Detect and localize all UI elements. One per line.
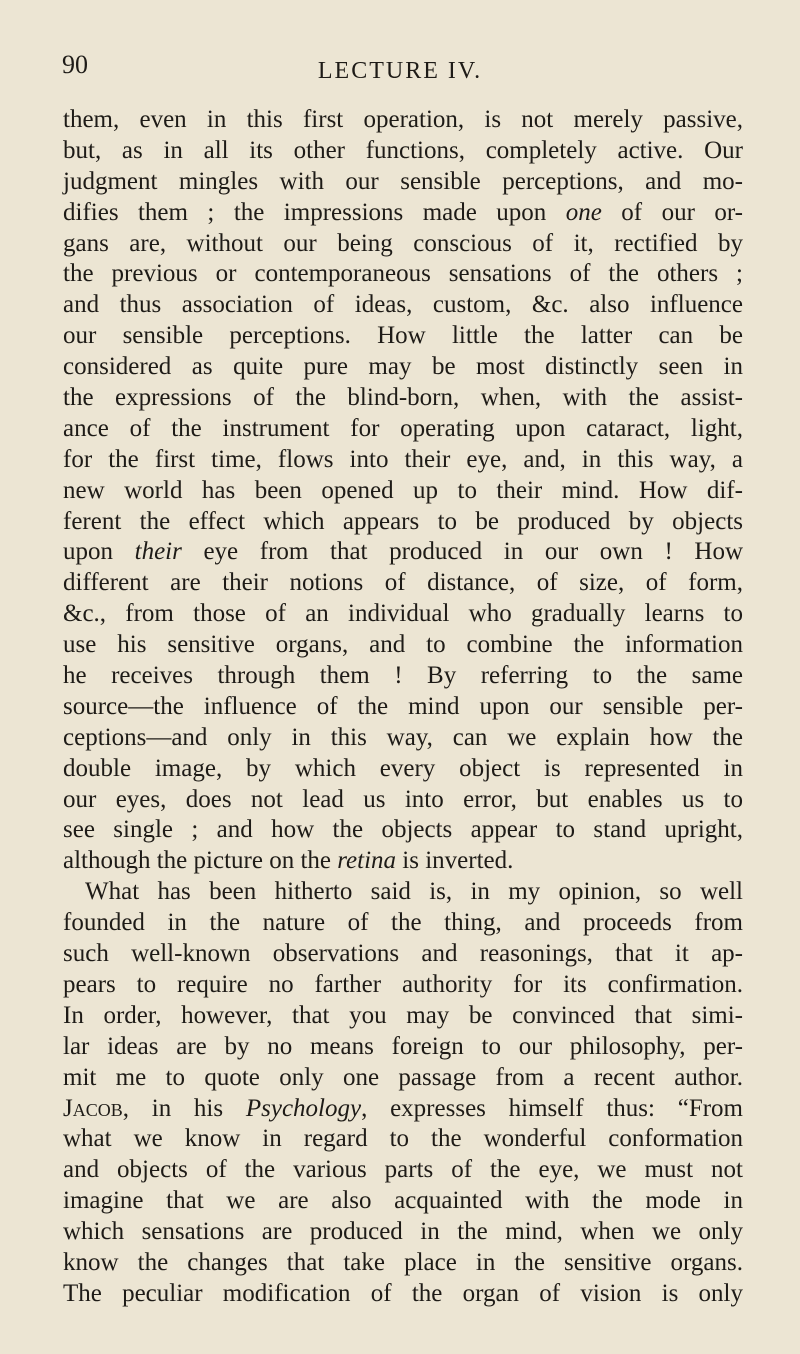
text-segment: and objects of the various parts of the eye, we must not: [63, 1156, 743, 1184]
text-segment: our sensible perceptions. How little the latter can be: [63, 322, 743, 350]
text-segment: use his sensitive organs, and to combine the information: [63, 631, 743, 659]
text-line: [63, 1001, 743, 1032]
text-segment: see single ; and how the objects appear to stand upright,: [63, 816, 743, 844]
page-number: 90: [62, 50, 88, 79]
text-line: [63, 908, 743, 939]
text-segment: imagine that we are also acquainted with the mode in: [63, 1187, 743, 1215]
text-line: [63, 537, 743, 568]
text-line: [63, 290, 743, 321]
text-line: [63, 970, 743, 1001]
italic-text: Psychology: [245, 1094, 362, 1122]
text-line: [63, 599, 743, 630]
text-line: [63, 445, 743, 476]
text-segment: founded in the nature of the thing, and proceeds from: [63, 909, 743, 937]
text-line: [63, 939, 743, 970]
text-line: [63, 507, 743, 538]
text-segment: In order, however, that you may be convinced that simi-: [63, 1001, 743, 1029]
text-segment: and thus association of ideas, custom, &c. also influence: [63, 291, 743, 319]
text-segment: difies them ; the impressions made upon: [63, 198, 566, 226]
text-segment: considered as quite pure may be most distinctly seen in: [63, 353, 743, 381]
text-segment: lar ideas are by no means foreign to our philosophy, per-: [63, 1032, 743, 1060]
text-line: [63, 877, 743, 908]
italic-text: retina: [337, 847, 397, 875]
text-line: [63, 1279, 743, 1310]
text-segment: new world has been opened up to their mind. How dif-: [63, 476, 743, 504]
text-line: [63, 661, 743, 692]
text-segment: What has been hitherto said is, in my opinion, so well: [85, 878, 743, 906]
text-segment: ferent the effect which appears to be produced by objects: [63, 507, 743, 535]
text-line: [63, 383, 743, 414]
text-line: [63, 136, 743, 167]
text-line: [63, 167, 743, 198]
text-line: [63, 476, 743, 507]
text-line: [63, 846, 743, 877]
text-segment: although the picture on the: [63, 847, 338, 875]
italic-text: one: [565, 198, 602, 226]
text-line: [63, 630, 743, 661]
text-segment: mit me to quote only one passage from a recent author.: [63, 1063, 743, 1091]
text-segment: gans are, without our being conscious of it, rectified by: [63, 229, 743, 257]
text-line: [63, 1248, 743, 1279]
text-segment: what we know in regard to the wonderful conformation: [63, 1125, 743, 1153]
text-segment: &c., from those of an individual who gradually learns to: [63, 600, 743, 628]
italic-text: their: [134, 538, 182, 566]
text-line: [63, 1094, 743, 1125]
text-line: [63, 414, 743, 445]
text-segment: judgment mingles with our sensible perceptions, and mo-: [63, 167, 743, 195]
text-segment: the expressions of the blind-born, when, with the assist-: [63, 384, 743, 412]
text-line: [63, 229, 743, 260]
text-line: [63, 1217, 743, 1248]
text-line: [63, 321, 743, 352]
running-head: LECTURE IV.: [317, 58, 483, 84]
text-line: [63, 1124, 743, 1155]
text-segment: he receives through them ! By referring to the same: [63, 662, 743, 690]
text-segment: source—the influence of the mind upon our sensible per-: [63, 692, 743, 720]
text-line: [63, 1155, 743, 1186]
text-segment: for the first time, flows into their eye, and, in this way, a: [63, 445, 743, 473]
body-text: [63, 105, 743, 1310]
text-segment: is inverted.: [396, 847, 514, 875]
text-line: [63, 105, 743, 136]
text-segment: different are their notions of distance, of size, of form,: [63, 569, 743, 597]
text-line: [63, 785, 743, 816]
text-line: [63, 198, 743, 229]
text-segment: know the changes that take place in the sensitive organs.: [63, 1248, 743, 1276]
text-segment: eye from that produced in our own ! How: [181, 538, 743, 566]
text-segment: , in his: [122, 1094, 246, 1122]
text-segment: which sensations are produced in the mind, when we only: [63, 1218, 743, 1246]
text-segment: them, even in this first operation, is not merely passive,: [63, 106, 743, 133]
text-line: [63, 1032, 743, 1063]
text-segment: double image, by which every object is represented in: [63, 754, 743, 782]
text-segment: The peculiar modification of the organ of vision is only: [63, 1279, 743, 1307]
text-line: [63, 815, 743, 846]
text-line: [63, 723, 743, 754]
text-segment: ceptions—and only in this way, can we explain how the: [63, 723, 743, 751]
text-line: [63, 1063, 743, 1094]
text-segment: upon: [63, 538, 135, 566]
text-segment: such well-known observations and reasonings, that it ap-: [63, 940, 743, 968]
text-line: [63, 568, 743, 599]
text-segment: our eyes, does not lead us into error, but enables us to: [63, 785, 743, 813]
text-line: [63, 754, 743, 785]
text-line: [63, 259, 743, 290]
text-segment: but, as in all its other functions, completely active. Our: [63, 136, 743, 164]
text-segment: of our or-: [601, 198, 743, 226]
text-segment: pears to require no farther authority for its confirmation.: [63, 970, 743, 998]
small-caps-text: Jacob: [63, 1094, 123, 1122]
text-segment: ance of the instrument for operating upon cataract, light,: [63, 414, 743, 442]
text-line: [63, 1186, 743, 1217]
text-line: [63, 692, 743, 723]
text-line: [63, 352, 743, 383]
text-segment: , expresses himself thus: “From: [361, 1094, 743, 1122]
text-segment: the previous or contemporaneous sensations of the others ;: [63, 260, 743, 288]
